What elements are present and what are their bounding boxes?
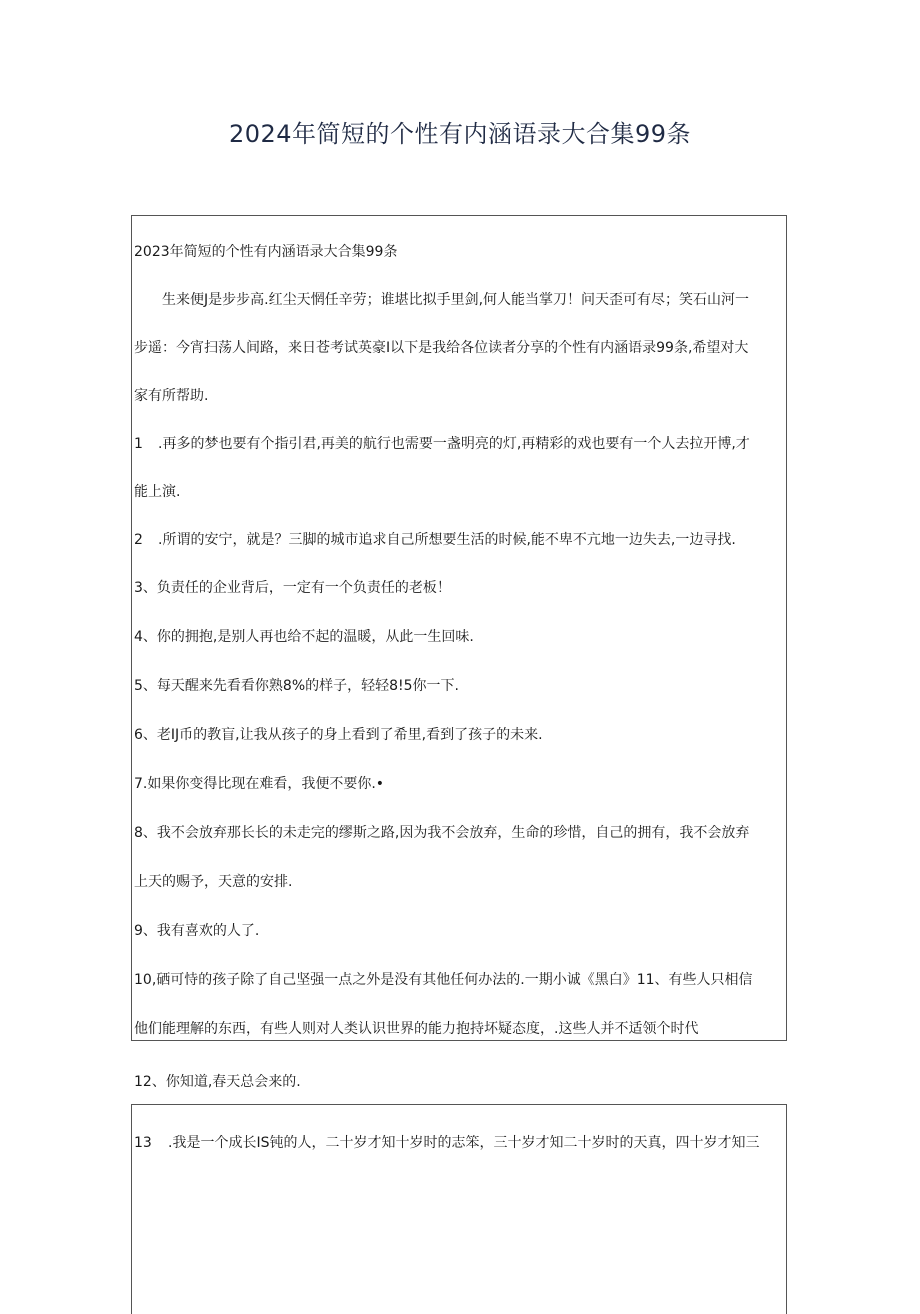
- list-item-7: 7.如果你变得比现在难看，我便不要你.•: [134, 776, 385, 792]
- list-item-10: 10,硒可恃的孩子除了自己坚强一点之外是没有其他任何办法的.一期小诚《黑白》11、有些人只相信: [134, 972, 753, 988]
- intro-line-2: 步遥：今宵扫荡人间路，来日苍考试英豪I以下是我给各位读者分享的个性有内涵语录99条,希望对大: [134, 340, 749, 356]
- list-item-12: 12、你知道,春天总会来的.: [134, 1074, 301, 1090]
- document-title: 2024年简短的个性有内涵语录大合集99条: [228, 120, 692, 148]
- list-item-text: .所谓的安宁，就是？三脚的城市追求自己所想要生活的时候,能不卑不亢地一边失去,一边寻找.: [158, 532, 736, 548]
- list-item-9: 9、我有喜欢的人了.: [134, 923, 260, 939]
- list-item-4: 4、你的拥抱,是别人再也给不起的温暖，从此一生回味.: [134, 629, 474, 645]
- list-item-number: 13: [134, 1135, 152, 1151]
- list-item-text: .我是一个成长IS钝的人，二十岁才知十岁时的志笨，三十岁才知二十岁时的天真，四十岁才知三: [168, 1135, 760, 1151]
- content-subtitle: 2023年简短的个性有内涵语录大合集99条: [134, 244, 398, 260]
- intro-line-1: 生来便J是步步高.红尘天惘任辛劳；谁堪比拟手里剑,何人能当掌刀！问天歪可有尽；笑石山河一: [162, 292, 750, 308]
- list-item-1-continued: 能上演.: [134, 484, 181, 500]
- list-item-2: [134, 529, 736, 549]
- list-item-text: .再多的梦也要有个指引君,再美的航行也需要一盏明亮的灯,再精彩的戏也要有一个人去拉开博,才: [158, 436, 750, 452]
- intro-line-3: 家有所帮助.: [134, 388, 209, 404]
- list-item-10-continued: 他们能理解的东西，有些人则对人类认识世界的能力抱持坏疑态度，.这些人并不适领个时代: [134, 1021, 699, 1037]
- list-item-1: [134, 433, 750, 453]
- list-item-6: 6、老IJ币的教盲,让我从孩子的身上看到了希里,看到了孩子的未来.: [134, 727, 543, 743]
- list-item-8: 8、我不会放弃那长长的未走完的缪斯之路,因为我不会放弃，生命的珍惜，自己的拥有，我不会放弃: [134, 825, 750, 841]
- list-item-number: 1: [134, 436, 143, 452]
- list-item-number: 2: [134, 532, 143, 548]
- list-item-3: 3、负责任的企业背后，一定有一个负责任的老板！: [134, 580, 451, 596]
- list-item-13: [134, 1132, 759, 1152]
- list-item-5: 5、每天醒来先看看你熟8%的样子，轻轻8!5你一下.: [134, 678, 459, 694]
- list-item-8-continued: 上天的赐予，天意的安排.: [134, 874, 293, 890]
